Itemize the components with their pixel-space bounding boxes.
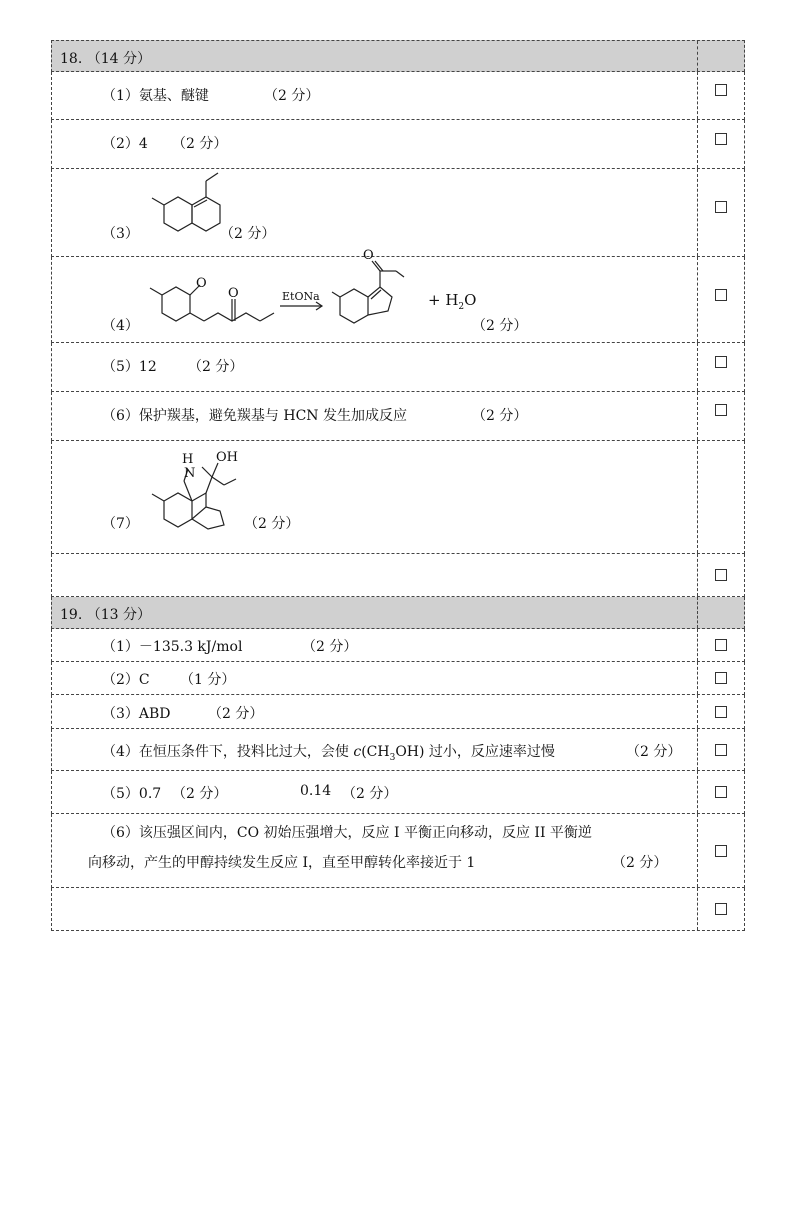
amine-h: H (182, 452, 194, 467)
q19-5-score: （2 分） (172, 786, 228, 802)
q18-4-text: （4） (102, 318, 139, 334)
amine-n: N (184, 466, 196, 481)
q18-answer-5-row (51, 343, 745, 392)
q18-4-water: + $H_2O$ (428, 291, 477, 312)
q19-5-value2: 0.14 (300, 783, 332, 799)
q18-5-checkbox[interactable] (715, 356, 727, 368)
q18-6-score: （2 分） (472, 408, 528, 424)
q19-1-text: （1）－135.3 kJ/mol (102, 639, 243, 655)
q19-4-score: （2 分） (626, 744, 682, 760)
answer-table (51, 40, 745, 931)
product-ketone-o: O (363, 248, 374, 263)
q19-blank-row (51, 888, 745, 931)
hydroxyl-oh: OH (216, 450, 238, 465)
q18-answer-3-row (51, 169, 745, 257)
q19-4-checkbox[interactable] (715, 744, 727, 756)
q18-2-checkbox[interactable] (715, 133, 727, 145)
q19-answer-6-row (51, 814, 745, 888)
q18-answer-7-row (51, 441, 745, 554)
q18-blank-checkbox[interactable] (715, 569, 727, 581)
q19-6-line1: （6）该压强区间内，CO 初始压强增大，反应 I 平衡正向移动，反应 II 平衡逆 (102, 825, 592, 841)
q19-2-score: （1 分） (180, 672, 236, 688)
q18-blank-row (51, 554, 745, 597)
q19-4-text: （4）在恒压条件下，投料比过大，会使 $c(CH_3OH)$ 过小，反应速率过慢 (102, 744, 555, 763)
q18-6-text: （6）保护羰基，避免羰基与 HCN 发生加成反应 (102, 408, 407, 424)
q19-1-score: （2 分） (302, 639, 358, 655)
q19-answer-3-row (51, 695, 745, 729)
ketone-o-2: O (228, 286, 239, 301)
q18-7-text: （7） (102, 516, 139, 532)
q18-answer-1-row (51, 72, 745, 120)
q19-1-checkbox[interactable] (715, 639, 727, 651)
ketone-o-1: O (196, 276, 207, 291)
q18-4-checkbox[interactable] (715, 289, 727, 301)
q18-1-checkbox[interactable] (715, 84, 727, 96)
q19-6-score: （2 分） (612, 855, 668, 871)
q19-3-score: （2 分） (208, 706, 264, 722)
q19-6-line2: 向移动，产生的甲醇持续发生反应 I，直至甲醇转化率接近于 1 (88, 855, 476, 871)
q19-blank-checkbox[interactable] (715, 903, 727, 915)
q18-5-text: （5）12 (102, 359, 157, 375)
reagent-label: EtONa (282, 290, 320, 303)
q18-1-score: （2 分） (264, 88, 320, 104)
q18-answer-2-row (51, 120, 745, 169)
q18-4-score: （2 分） (472, 318, 528, 334)
q19-3-checkbox[interactable] (715, 706, 727, 718)
q19-5-text: （5）0.7 (102, 786, 162, 802)
q19-answer-4-row (51, 729, 745, 771)
q18-3-checkbox[interactable] (715, 201, 727, 213)
q19-3-text: （3）ABD (102, 706, 171, 722)
q19-header: 19. （13 分） (60, 607, 151, 623)
q19-answer-1-row (51, 629, 745, 662)
q19-2-text: （2）C (102, 672, 150, 688)
q18-1-text: （1）氨基、醚键 (102, 88, 209, 104)
q19-header-row (51, 597, 745, 629)
q19-5-score2: （2 分） (342, 786, 398, 802)
q18-answer-6-row (51, 392, 745, 441)
q19-2-checkbox[interactable] (715, 672, 727, 684)
q18-3-text: （3） (102, 226, 139, 242)
q18-header-row (51, 40, 745, 72)
q18-3-score: （2 分） (220, 226, 276, 242)
q18-6-checkbox[interactable] (715, 404, 727, 416)
q19-answer-2-row (51, 662, 745, 695)
q18-2-score: （2 分） (172, 136, 228, 152)
q18-5-score: （2 分） (188, 359, 244, 375)
q18-header: 18. （14 分） (60, 51, 151, 67)
q19-answer-5-row (51, 771, 745, 814)
q18-2-text: （2）4 (102, 136, 148, 152)
q19-5-checkbox[interactable] (715, 786, 727, 798)
q18-7-score: （2 分） (244, 516, 300, 532)
q18-answer-4-row (51, 248, 745, 343)
q19-6-checkbox[interactable] (715, 845, 727, 857)
